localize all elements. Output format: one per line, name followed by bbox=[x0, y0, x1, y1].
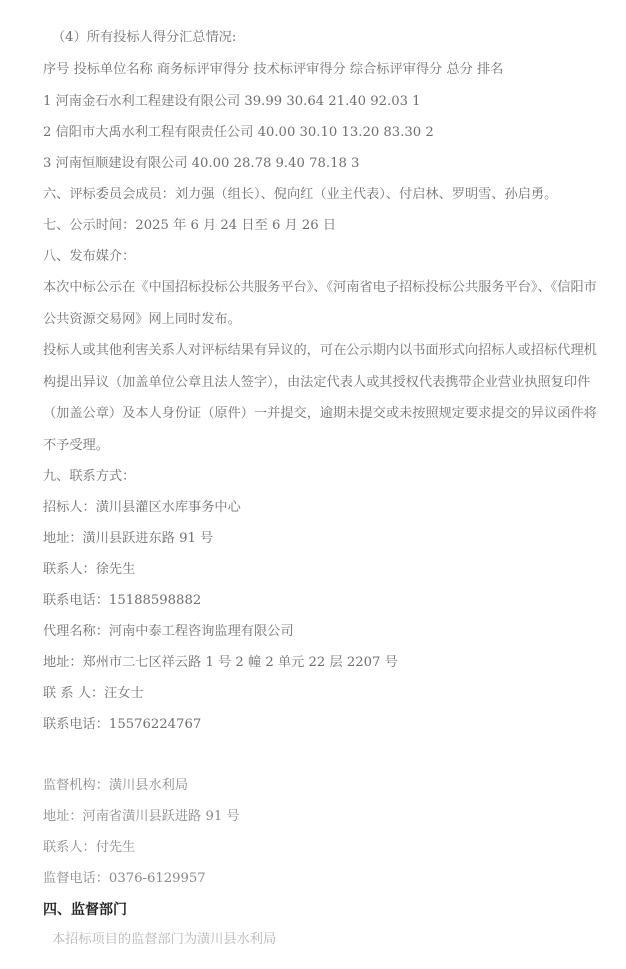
publicity-time: 七、公示时间：2025 年 6 月 24 日至 6 月 26 日 bbox=[43, 218, 337, 233]
agent-name: 代理名称：河南中泰工程咨询监理有限公司 bbox=[43, 624, 294, 639]
section-four-heading: 四、监督部门 bbox=[43, 902, 127, 918]
committee-members: 六、评标委员会成员：刘力强（组长）、倪向红（业主代表）、付启林、罗明雪、孙启勇。 bbox=[43, 187, 558, 202]
agent-phone: 联系电话：15576224767 bbox=[43, 717, 202, 732]
tenderer-phone: 联系电话：15188598882 bbox=[43, 593, 202, 608]
contact-heading: 九、联系方式： bbox=[43, 469, 136, 484]
supervision-address: 地址：河南省潢川县跃进路 91 号 bbox=[43, 809, 240, 824]
tenderer-name: 招标人：潢川县灌区水库事务中心 bbox=[43, 500, 241, 515]
score-table-row-3: 3 河南恒顺建设有限公司 40.00 28.78 9.40 78.18 3 bbox=[43, 156, 360, 171]
score-table-header: 序号 投标单位名称 商务标评审得分 技术标评审得分 综合标评审得分 总分 排名 bbox=[43, 62, 504, 77]
objection-text: 投标人或其他利害关系人对评标结果有异议的，可在公示期内以书面形式向招标人或招标代理机构提出异议（加盖单位公章且法人签字），由法定代表人或其授权代表携带企业营业执照复印件（加盖公章）及本人身份证（原件）一并提交，逾期未提交或未按照规定要求提交的异议函件将不予受理。 bbox=[43, 343, 597, 453]
supervision-org: 监督机构：潢川县水利局 bbox=[43, 778, 189, 793]
media-heading: 八、发布媒介： bbox=[43, 249, 136, 264]
agent-contact-person: 联 系 人：汪女士 bbox=[43, 686, 144, 701]
footer-ghost-text: 本招标项目的监督部门为潢川县水利局 bbox=[52, 932, 277, 947]
score-table-row-1: 1 河南金石水利工程建设有限公司 39.99 30.64 21.40 92.03 1 bbox=[43, 94, 421, 109]
agent-address: 地址：郑州市二七区祥云路 1 号 2 幢 2 单元 22 层 2207 号 bbox=[43, 655, 398, 670]
section4-heading: （4）所有投标人得分汇总情况: bbox=[52, 30, 237, 45]
tenderer-address: 地址：潢川县跃进东路 91 号 bbox=[43, 531, 214, 546]
supervision-contact-person: 联系人：付先生 bbox=[43, 840, 136, 855]
tenderer-contact-person: 联系人：徐先生 bbox=[43, 562, 136, 577]
score-table-row-2: 2 信阳市大禹水利工程有限责任公司 40.00 30.10 13.20 83.30 2 bbox=[43, 125, 434, 140]
supervision-phone: 监督电话：0376-6129957 bbox=[43, 871, 206, 886]
media-text: 本次中标公示在《中国招标投标公共服务平台》、《河南省电子招标投标公共服务平台》、《信阳市公共资源交易网》网上同时发布。 bbox=[43, 280, 597, 327]
